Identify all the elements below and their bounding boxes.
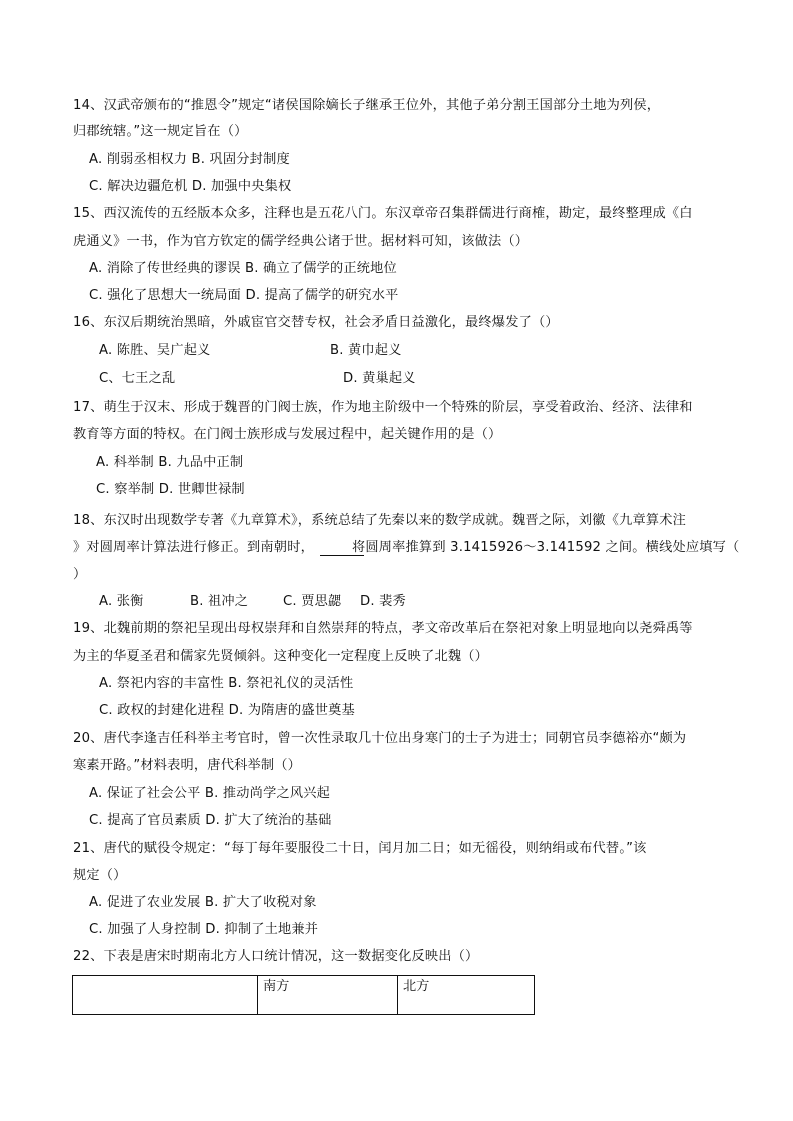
q17-options-cd: C. 察举制 D. 世卿世禄制 [96,482,245,497]
q17-options-ab: A. 科举制 B. 九品中正制 [96,455,244,470]
q15-options-cd: C. 强化了思想大一统局面 D. 提高了儒学的研究水平 [89,288,399,303]
q20-options-cd: C. 提高了官员素质 D. 扩大了统治的基础 [89,813,332,828]
q14-stem-line2: 归郡统辖。”这一规定旨在（） [73,124,248,139]
q18-stem-line3: ） [73,567,87,582]
population-table [72,975,535,1015]
q18-option-d: D. 裴秀 [360,594,406,609]
table-header-south: 南方 [258,976,398,1015]
q16-option-a: A. 陈胜、吴广起义 [99,343,211,358]
q22-stem: 22、下表是唐宋时期南北方人口统计情况，这一数据变化反映出（） [73,949,479,964]
q17-stem-line2: 教育等方面的特权。在门阀士族形成与发展过程中，起关键作用的是（） [73,427,502,442]
q17-stem-line1: 17、萌生于汉末、形成于魏晋的门阀士族，作为地主阶级中一个特殊的阶层，享受着政治、经济、法律和 [73,400,693,415]
table-header-cell [73,976,258,1015]
q19-options-cd: C. 政权的封建化进程 D. 为隋唐的盛世奠基 [99,703,355,718]
q19-stem-line1: 19、北魏前期的祭祀呈现出母权崇拜和自然崇拜的特点，孝文帝改革后在祭祀对象上明显地向以尧舜禹等 [73,621,693,636]
q20-stem-line1: 20、唐代李逢吉任科举主考官时，曾一次性录取几十位出身寒门的士子为进士；同朝官员李德裕亦“颇为 [73,731,687,746]
q15-stem-line1: 15、西汉流传的五经版本众多，注释也是五花八门。东汉章帝召集群儒进行商榷，勘定，最终整理成《白 [73,206,693,221]
q20-stem-line2: 寒素开路。”材料表明，唐代科举制（） [73,758,302,773]
q16-option-d: D. 黄巢起义 [343,371,416,386]
q15-options-ab: A. 消除了传世经典的谬误 B. 确立了儒学的正统地位 [89,261,397,276]
q18-stem-line1: 18、东汉时出现数学专著《九章算术》，系统总结了先秦以来的数学成就。魏晋之际，刘徽《九章算术注 [73,513,687,528]
q18-stem-line2-post: 将圆周率推算到 3.1415926～3.141592 之间。横线处应填写（ [352,540,740,555]
q16-stem: 16、东汉后期统治黑暗，外戚宦官交替专权，社会矛盾日益激化，最终爆发了（） [73,315,559,330]
q18-stem-line2-pre: 》对圆周率计算法进行修正。到南朝时， [73,540,314,555]
table-header-north: 北方 [398,976,535,1015]
q18-option-c: C. 贾思勰 [283,594,342,609]
q19-stem-line2: 为主的华夏圣君和儒家先贤倾斜。这种变化一定程度上反映了北魏（） [73,649,489,664]
q21-options-ab: A. 促进了农业发展 B. 扩大了收税对象 [89,895,317,910]
q16-option-b: B. 黄巾起义 [330,343,402,358]
table-row [73,976,535,1015]
q21-stem-line2: 规定（） [73,868,127,883]
q14-options-cd: C. 解决边疆危机 D. 加强中央集权 [89,179,292,194]
q21-stem-line1: 21、唐代的赋役令规定：“每丁每年要服役二十日，闰月加二日；如无徭役，则纳绢或布代替。”该 [73,841,647,856]
q16-option-c: C、七王之乱 [99,371,176,386]
q15-stem-line2: 虎通义》一书，作为官方钦定的儒学经典公诸于世。据材料可知，该做法（） [73,234,529,249]
q14-stem-line1: 14、汉武帝颁布的“推恩令”规定“诸侯国除嫡长子继承王位外，其他子弟分割王国部分土地为列侯， [73,98,661,113]
q19-options-ab: A. 祭祀内容的丰富性 B. 祭祀礼仪的灵活性 [99,676,354,691]
q20-options-ab: A. 保证了社会公平 B. 推动尚学之风兴起 [89,786,331,801]
q18-option-a: A. 张衡 [99,594,144,609]
q21-options-cd: C. 加强了人身控制 D. 抑制了土地兼并 [89,922,319,937]
q14-options-ab: A. 削弱丞相权力 B. 巩固分封制度 [89,152,290,167]
q18-option-b: B. 祖冲之 [190,594,249,609]
